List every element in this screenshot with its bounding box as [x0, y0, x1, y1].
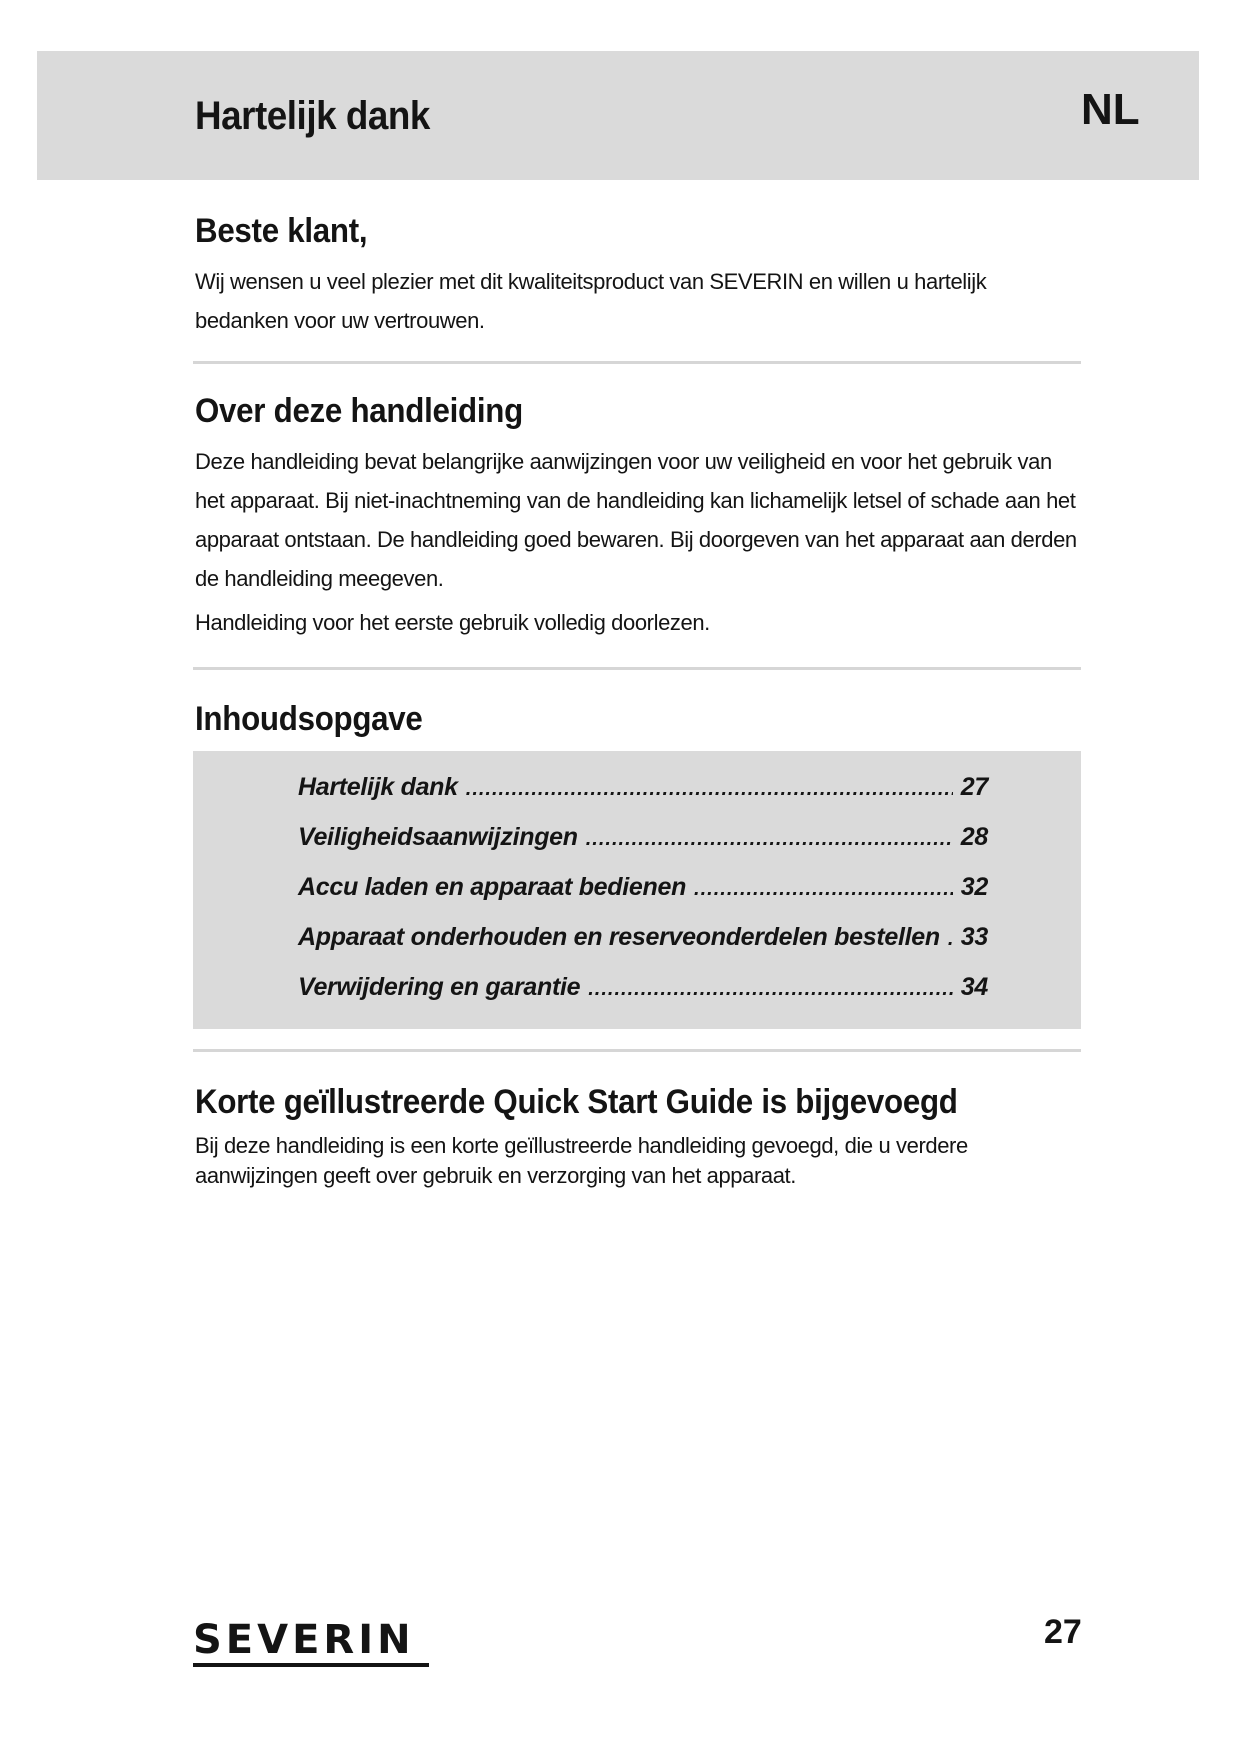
section-divider	[193, 667, 1081, 670]
page-number: 27	[1044, 1613, 1082, 1651]
section-divider	[193, 1049, 1081, 1052]
toc-entry-label: Hartelijk dank	[298, 773, 458, 801]
section-about-manual	[195, 389, 1081, 642]
language-code: NL	[1081, 85, 1140, 134]
toc-entry-label: Veiligheidsaanwijzingen	[298, 823, 578, 851]
toc-entry-label: Accu laden en apparaat bedienen	[298, 873, 687, 901]
section-heading: Inhoudsopgave	[195, 700, 423, 738]
section-paragraph: Wij wensen u veel plezier met dit kwaliteitsproduct van SEVERIN en willen u hartelijk bedanken voor uw vertrouwen.	[195, 269, 987, 333]
toc-leader-dots	[586, 819, 953, 859]
logo-wordmark: SEVERIN	[193, 1617, 415, 1663]
section-toc	[195, 697, 1081, 741]
section-heading: Over deze handleiding	[195, 392, 523, 430]
section-heading: Beste klant,	[195, 212, 368, 250]
toc-entry-page: 28	[960, 823, 988, 851]
toc-entry-page: 33	[960, 923, 988, 951]
toc-entry[interactable]	[298, 767, 988, 817]
section-paragraph: Deze handleiding bevat belangrijke aanwijzingen voor uw veiligheid en voor het gebruik van het apparaat. Bij niet-inachtneming van de handleiding kan lichamelijk letsel of schade aan het apparaat ontstaan. De handleiding goed bewaren. Bij doorgeven van het apparaat aan derden de handleiding meegeven.	[195, 449, 1077, 591]
toc-entry-page: 27	[960, 773, 988, 801]
toc-entry-label: Verwijdering en garantie	[298, 973, 581, 1001]
toc-entry-page: 34	[960, 973, 988, 1001]
toc-leader-dots	[588, 969, 953, 1009]
page-title: Hartelijk dank	[195, 94, 430, 138]
toc-entry-page: 32	[960, 873, 988, 901]
toc-leader-dots	[466, 769, 953, 809]
section-paragraph: Handleiding voor het eerste gebruik volledig doorlezen.	[195, 610, 710, 635]
toc-entry[interactable]	[298, 817, 988, 867]
toc-entry-label: Apparaat onderhouden en reserveonderdelen bestellen	[298, 923, 940, 951]
toc-entry[interactable]	[298, 967, 988, 1017]
toc-entry[interactable]	[298, 867, 988, 917]
toc-list	[298, 767, 988, 1017]
section-divider	[193, 361, 1081, 364]
section-quick-start	[195, 1080, 1081, 1191]
toc-leader-dots	[694, 869, 953, 909]
section-heading: Korte geïllustreerde Quick Start Guide is bijgevoegd	[195, 1083, 958, 1121]
severin-logo	[193, 1617, 431, 1669]
logo-underline	[193, 1663, 429, 1667]
section-paragraph: Bij deze handleiding is een korte geïllustreerde handleiding gevoegd, die u verdere aanwijzingen geeft over gebruik en verzorging van het apparaat.	[195, 1133, 968, 1188]
section-greeting	[195, 209, 1081, 340]
toc-entry[interactable]	[298, 917, 988, 967]
